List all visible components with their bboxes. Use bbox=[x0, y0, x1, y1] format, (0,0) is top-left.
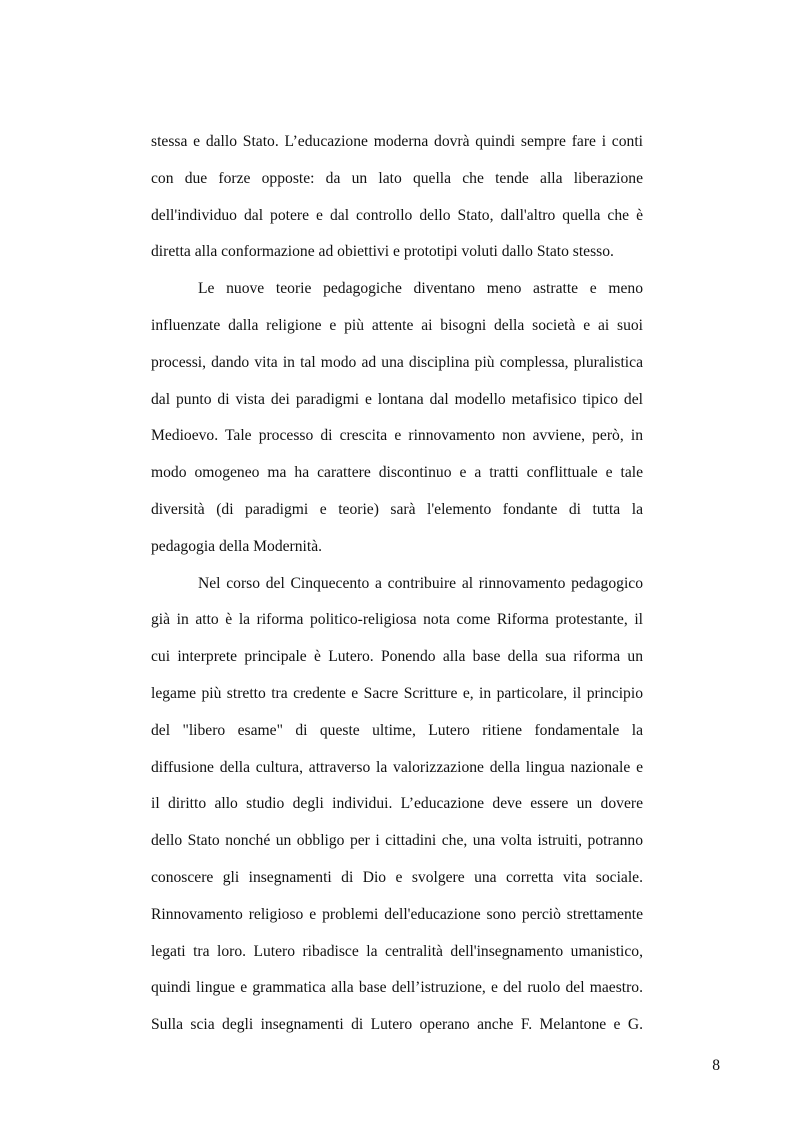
text-line: Rinnovamento religioso e problemi dell'educazione sono perciò strettamente bbox=[151, 905, 643, 923]
paragraph-3 bbox=[151, 566, 643, 1044]
text-line: diretta alla conformazione ad obiettivi e prototipi voluti dallo Stato stesso. bbox=[151, 243, 614, 261]
text-line: dell'individuo dal potere e dal controllo dello Stato, dall'altro quella che è bbox=[151, 206, 643, 224]
text-line: legati tra loro. Lutero ribadisce la centralità dell'insegnamento umanistico, bbox=[151, 942, 643, 960]
text-line: cui interprete principale è Lutero. Ponendo alla base della sua riforma un bbox=[151, 648, 643, 666]
text-line: legame più stretto tra credente e Sacre Scritture e, in particolare, il principio bbox=[151, 684, 643, 702]
text-line: conoscere gli insegnamenti di Dio e svolgere una corretta vita sociale. bbox=[151, 868, 643, 886]
text-line: il diritto allo studio degli individui. L’educazione deve essere un dovere bbox=[151, 795, 643, 813]
text-line: modo omogeneo ma ha carattere discontinuo e a tratti conflittuale e tale bbox=[151, 464, 643, 482]
text-line: Nel corso del Cinquecento a contribuire al rinnovamento pedagogico bbox=[198, 574, 643, 592]
text-line: pedagogia della Modernità. bbox=[151, 537, 323, 555]
text-line: del "libero esame" di queste ultime, Lutero ritiene fondamentale la bbox=[151, 721, 643, 739]
text-line: dello Stato nonché un obbligo per i cittadini che, una volta istruiti, potranno bbox=[151, 832, 643, 850]
text-line: processi, dando vita in tal modo ad una disciplina più complessa, pluralistica bbox=[151, 353, 643, 371]
text-line: influenzate dalla religione e più attente ai bisogni della società e ai suoi bbox=[151, 316, 643, 334]
text-line: diversità (di paradigmi e teorie) sarà l'elemento fondante di tutta la bbox=[151, 500, 643, 518]
text-line: stessa e dallo Stato. L’educazione moderna dovrà quindi sempre fare i conti bbox=[151, 133, 643, 150]
page-number: 8 bbox=[712, 1057, 720, 1074]
text-line: diffusione della cultura, attraverso la valorizzazione della lingua nazionale e bbox=[151, 758, 643, 776]
text-line: Sulla scia degli insegnamenti di Lutero operano anche F. Melantone e G. bbox=[151, 1016, 643, 1034]
paragraph-1 bbox=[151, 124, 643, 271]
text-line: già in atto è la riforma politico-religiosa nota come Riforma protestante, il bbox=[151, 611, 643, 629]
text-line: con due forze opposte: da un lato quella che tende alla liberazione bbox=[151, 169, 643, 187]
document-body bbox=[151, 124, 643, 1044]
text-line: quindi lingue e grammatica alla base dell’istruzione, e del ruolo del maestro. bbox=[151, 979, 643, 997]
text-line: dal punto di vista dei paradigmi e lontana dal modello metafisico tipico del bbox=[151, 390, 643, 408]
text-line: Medioevo. Tale processo di crescita e rinnovamento non avviene, però, in bbox=[151, 427, 643, 445]
text-line: Le nuove teorie pedagogiche diventano meno astratte e meno bbox=[198, 280, 643, 298]
paragraph-2 bbox=[151, 271, 643, 565]
